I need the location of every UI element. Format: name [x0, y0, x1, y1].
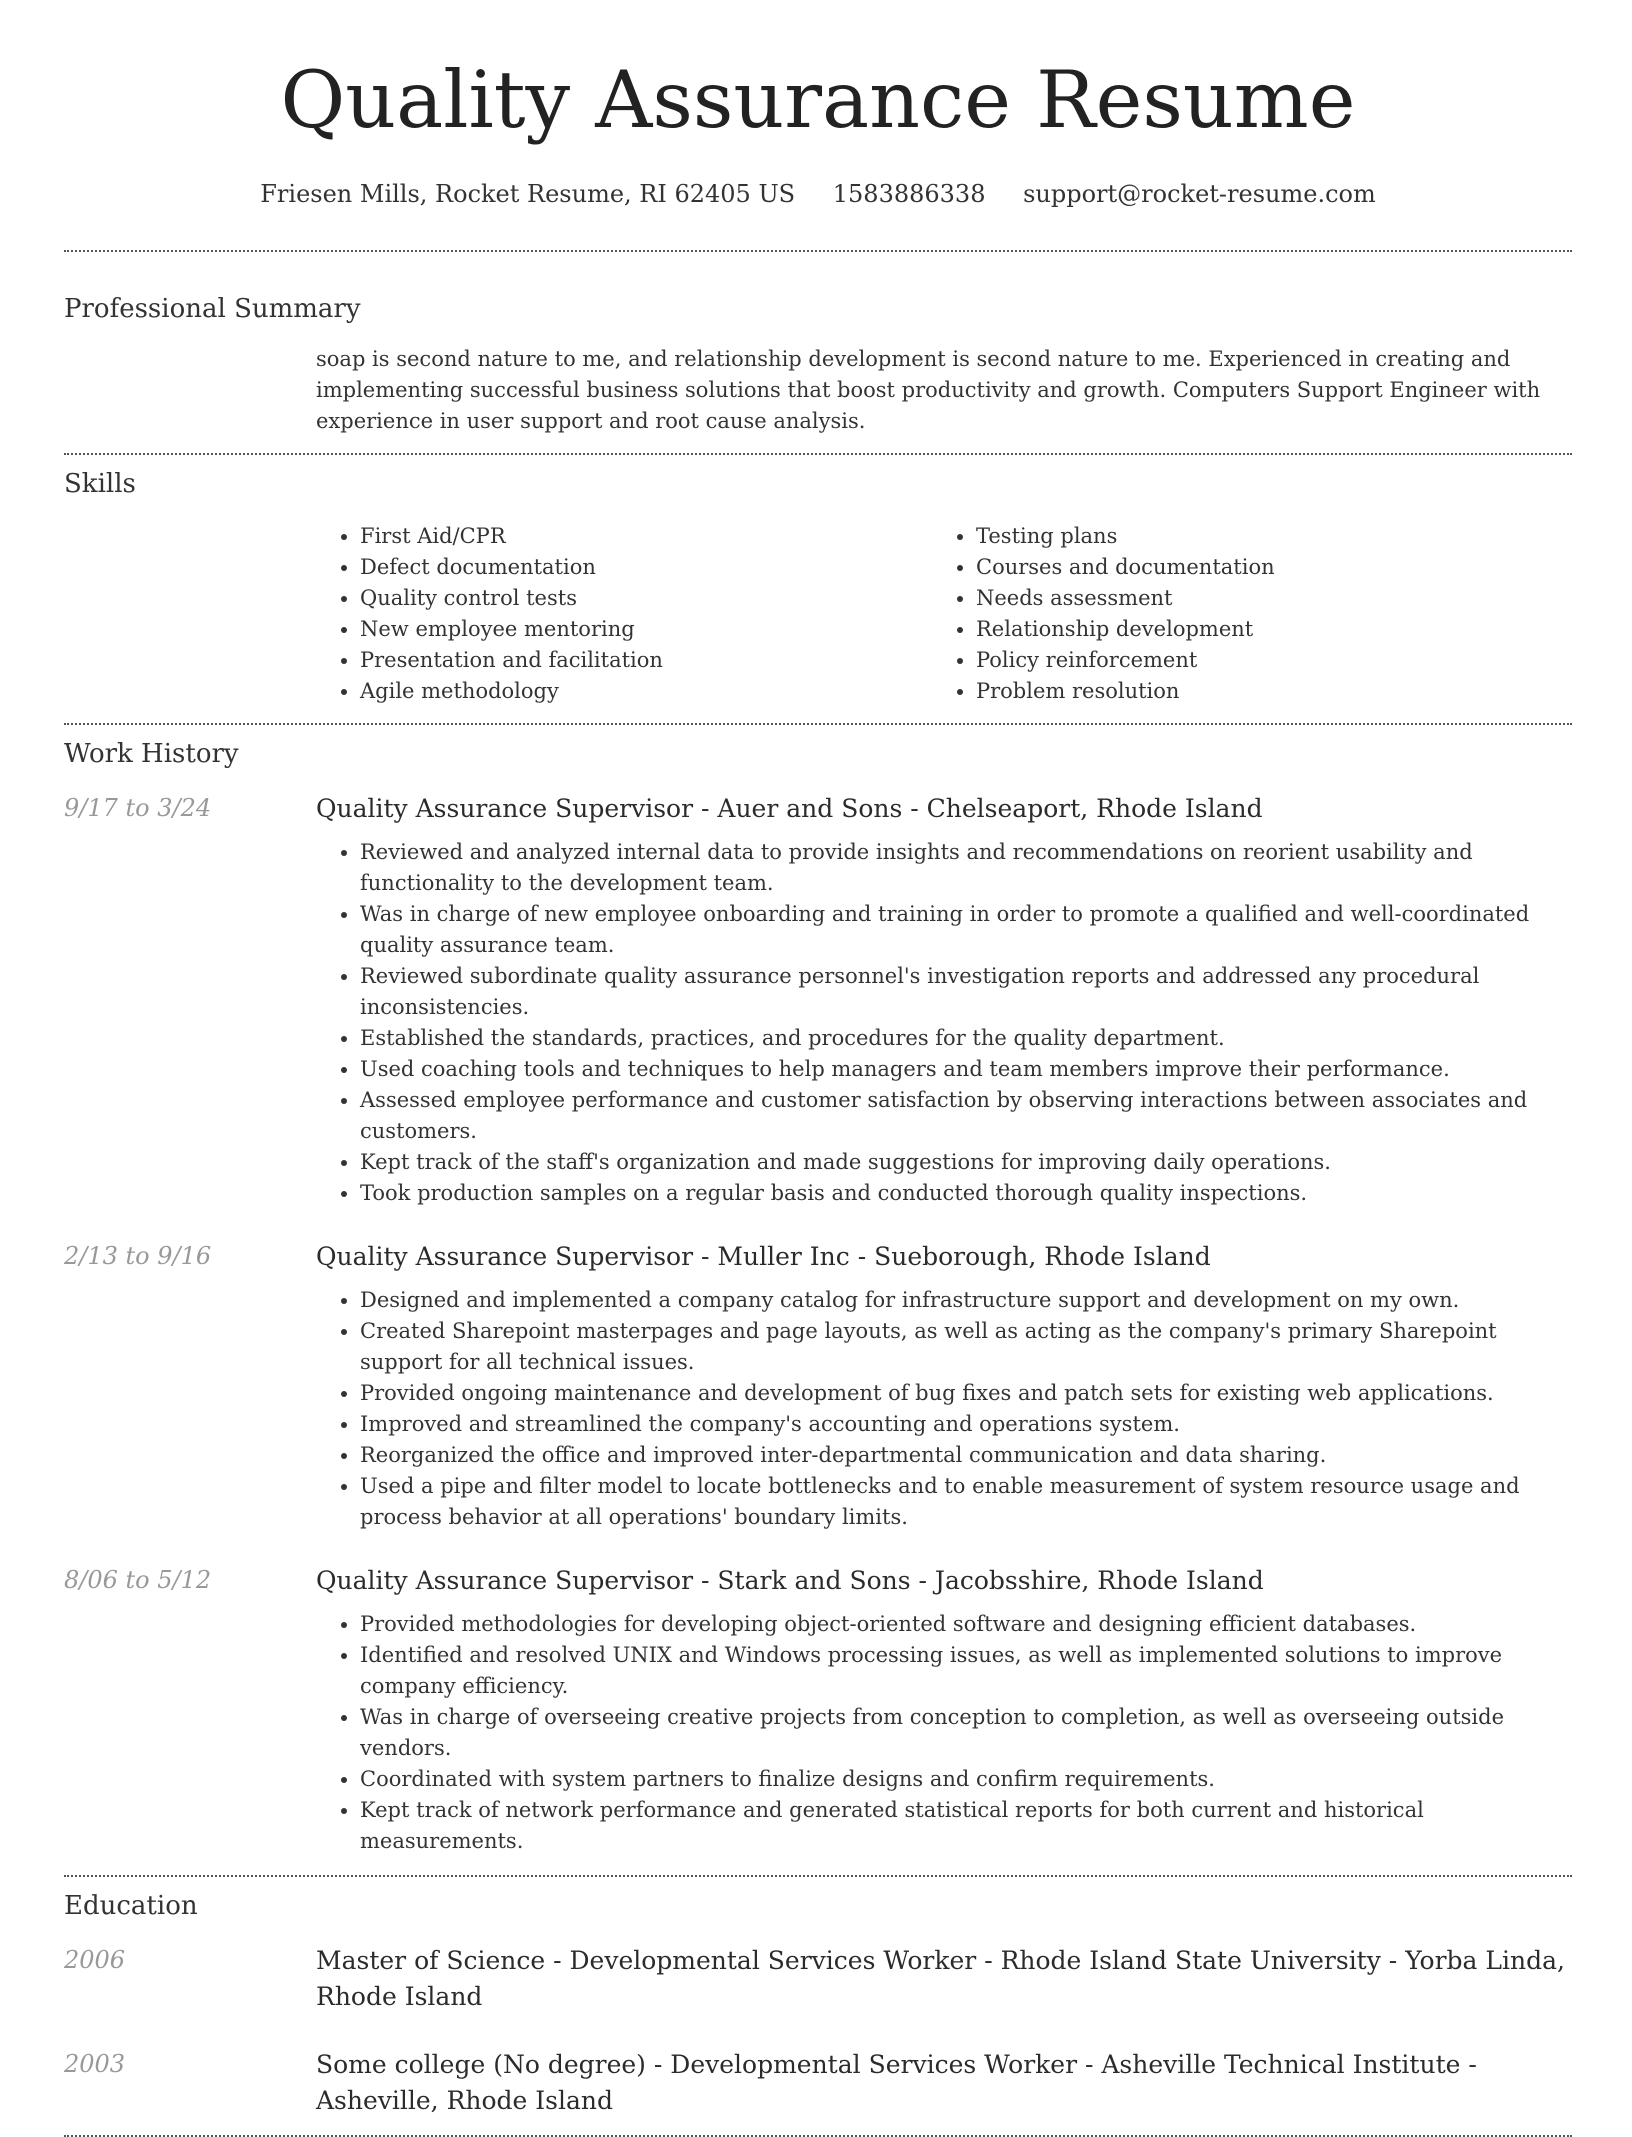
- job-bullets: [316, 837, 1572, 1209]
- job-bullet: • Reorganized the office and improved inter-departmental communication and data sharing.: [360, 1440, 1572, 1471]
- skills-list-right: [932, 521, 1548, 707]
- job-bullet: • Used coaching tools and techniques to help managers and team members improve their performance.: [360, 1054, 1572, 1085]
- skill-item: • Presentation and facilitation: [360, 645, 932, 676]
- contact-address: Friesen Mills, Rocket Resume, RI 62405 US: [260, 180, 796, 208]
- skill-item: • Testing plans: [976, 521, 1548, 552]
- skill-item: • Policy reinforcement: [976, 645, 1548, 676]
- skill-item: • Agile methodology: [360, 676, 932, 707]
- job-bullet: • Identified and resolved UNIX and Windows processing issues, as well as implemented solutions to improve company efficiency.: [360, 1640, 1572, 1702]
- skill-item: • Quality control tests: [360, 583, 932, 614]
- education-title: Master of Science - Developmental Services Worker - Rhode Island State University - Yorba Linda, Rhode Island: [316, 1946, 1565, 2011]
- education-heading: Education: [64, 1891, 198, 1921]
- job-bullet: • Reviewed subordinate quality assurance personnel's investigation reports and addressed any procedural inconsistencies.: [360, 961, 1572, 1023]
- job-bullet: • Reviewed and analyzed internal data to provide insights and recommendations on reorient usability and functionality to the development team.: [360, 837, 1572, 899]
- summary-section: [64, 252, 1572, 453]
- job-dates: 9/17 to 3/24: [64, 794, 212, 822]
- skill-item: • New employee mentoring: [360, 614, 932, 645]
- skill-item: • First Aid/CPR: [360, 521, 932, 552]
- education-entry: [64, 2047, 1572, 2135]
- job-entry: [64, 791, 1572, 1209]
- job-body: [316, 1563, 1572, 1857]
- job-bullet: • Used a pipe and filter model to locate bottlenecks and to enable measurement of system resource usage and process behavior at all operations' boundary limits.: [360, 1471, 1572, 1533]
- resume-title: Quality Assurance Resume: [280, 54, 1356, 146]
- job-bullet: • Was in charge of new employee onboarding and training in order to promote a qualified and well-coordinated quality assurance team.: [360, 899, 1572, 961]
- resume-header: [64, 0, 1572, 210]
- job-bullet: • Assessed employee performance and customer satisfaction by observing interactions between associates and customers.: [360, 1085, 1572, 1147]
- job-bullet: • Coordinated with system partners to finalize designs and confirm requirements.: [360, 1764, 1572, 1795]
- skill-item: • Defect documentation: [360, 552, 932, 583]
- job-bullet: • Kept track of network performance and generated statistical reports for both current and historical measurements.: [360, 1795, 1572, 1857]
- skill-item: • Needs assessment: [976, 583, 1548, 614]
- job-bullet: • Created Sharepoint masterpages and page layouts, as well as acting as the company's primary Sharepoint support for all technical issues.: [360, 1316, 1572, 1378]
- contact-email: support@rocket-resume.com: [1023, 180, 1376, 208]
- education-body: [316, 2047, 1572, 2119]
- education-entry: [64, 1943, 1572, 2015]
- education-year: 2006: [64, 1946, 126, 1974]
- skills-section: [64, 455, 1572, 723]
- skills-list-left: [316, 521, 932, 707]
- job-title: Quality Assurance Supervisor - Muller Inc - Sueborough, Rhode Island: [316, 1242, 1211, 1271]
- skills-grid: [316, 521, 1572, 723]
- work-heading: Work History: [64, 739, 239, 769]
- job-bullets: [316, 1609, 1572, 1857]
- job-body: [316, 791, 1572, 1209]
- job-entry: [64, 1563, 1572, 1875]
- education-section: [64, 1877, 1572, 2135]
- contact-line: [64, 178, 1572, 210]
- job-bullet: • Provided ongoing maintenance and development of bug fixes and patch sets for existing web applications.: [360, 1378, 1572, 1409]
- skill-item: • Courses and documentation: [976, 552, 1548, 583]
- resume-page: [64, 0, 1572, 2137]
- education-year: 2003: [64, 2050, 126, 2078]
- job-bullets: [316, 1285, 1572, 1533]
- contact-phone: 1583886338: [832, 180, 986, 208]
- education-body: [316, 1943, 1572, 2015]
- job-bullet: • Established the standards, practices, and procedures for the quality department.: [360, 1023, 1572, 1054]
- job-bullet: • Designed and implemented a company catalog for infrastructure support and development on my own.: [360, 1285, 1572, 1316]
- job-dates: 8/06 to 5/12: [64, 1566, 212, 1594]
- skill-item: • Relationship development: [976, 614, 1548, 645]
- education-title: Some college (No degree) - Developmental Services Worker - Asheville Technical Institute - Asheville, Rhode Island: [316, 2050, 1477, 2115]
- skill-item: • Problem resolution: [976, 676, 1548, 707]
- job-bullet: • Was in charge of overseeing creative projects from conception to completion, as well as overseeing outside vendors.: [360, 1702, 1572, 1764]
- summary-text: soap is second nature to me, and relationship development is second nature to me. Experienced in creating and implementing successful business solutions that boost productivity and growth. Computers Support Engineer with experience in user support and root cause analysis.: [316, 347, 1541, 433]
- summary-heading: Professional Summary: [64, 294, 361, 324]
- job-bullet: • Kept track of the staff's organization and made suggestions for improving daily operations.: [360, 1147, 1572, 1178]
- job-title: Quality Assurance Supervisor - Stark and Sons - Jacobsshire, Rhode Island: [316, 1566, 1264, 1595]
- skills-heading: Skills: [64, 469, 136, 499]
- job-bullet: • Improved and streamlined the company's accounting and operations system.: [360, 1409, 1572, 1440]
- job-bullet: • Took production samples on a regular basis and conducted thorough quality inspections.: [360, 1178, 1572, 1209]
- job-dates: 2/13 to 9/16: [64, 1242, 212, 1270]
- job-body: [316, 1239, 1572, 1533]
- job-entry: [64, 1239, 1572, 1533]
- job-title: Quality Assurance Supervisor - Auer and Sons - Chelseaport, Rhode Island: [316, 794, 1263, 823]
- work-section: [64, 725, 1572, 1875]
- job-bullet: • Provided methodologies for developing object-oriented software and designing efficient databases.: [360, 1609, 1572, 1640]
